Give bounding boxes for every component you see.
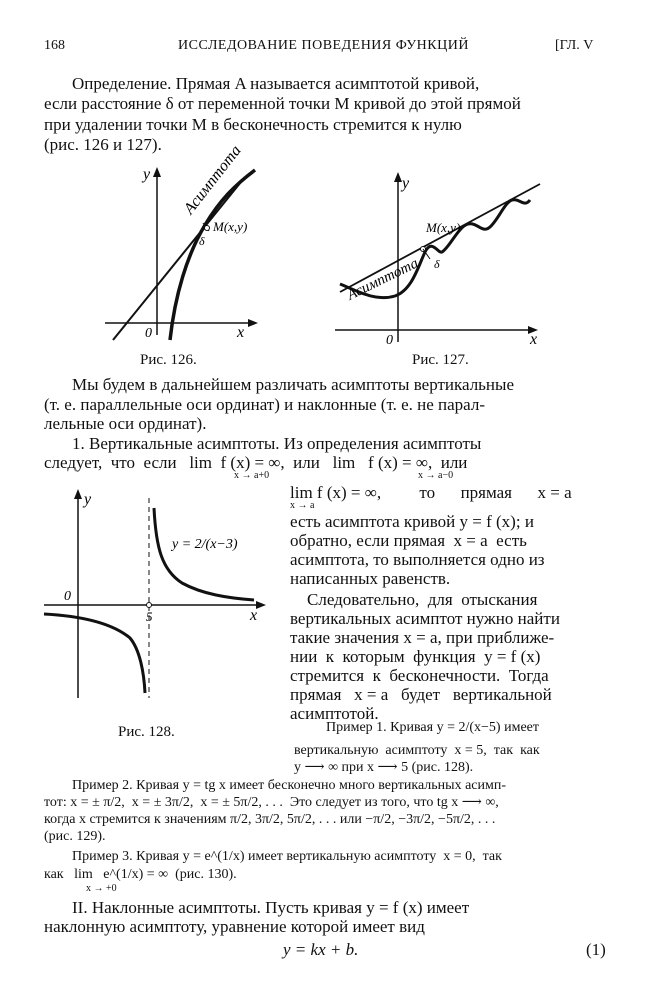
section1-line-10: такие значения x = a, при приближе- [290, 628, 555, 647]
fig127-point-label: M(x,y) [426, 220, 461, 235]
fig128-y-label: y [84, 491, 92, 508]
fig128-tick: 5 [146, 609, 153, 624]
fig128-formula: y = 2/(x−3) [172, 537, 238, 552]
definition-line-3: при удалении точки M в бесконечность стремится к нулю [44, 115, 462, 134]
fig126-origin: 0 [145, 326, 152, 341]
page-number: 168 [44, 38, 65, 53]
chapter-label: [ГЛ. V [555, 38, 594, 53]
section1-line-12: стремится к бесконечности. Тогда [290, 666, 549, 685]
limit-sub-3: x → a [290, 500, 315, 511]
fig127-x-label: x [530, 331, 538, 348]
fig128-origin: 0 [64, 589, 71, 604]
fig126-asymptote-label: Асимптота [180, 142, 245, 218]
definition-line-2: если расстояние δ от переменной точки M кривой до этой прямой [44, 94, 521, 113]
distinguish-line-3: лельные оси ординат). [44, 414, 207, 433]
example2-line-3: когда x стремится к значениям π/2, 3π/2, 5π/2, . . . или −π/2, −3π/2, −5π/2, . . . [44, 812, 496, 827]
equation-number: (1) [586, 940, 606, 959]
section1-line-13: прямая x = a будет вертикальной [290, 685, 552, 704]
fig127-y-label: y [402, 175, 410, 192]
section1-line-8: Следовательно, для отыскания [290, 590, 538, 609]
fig126-point-label: M(x,y) [213, 219, 248, 234]
fig128-caption: Рис. 128. [118, 724, 175, 740]
example1-line-2: вертикальную асимптоту x = 5, так как [294, 743, 540, 758]
fig127-caption: Рис. 127. [412, 352, 469, 368]
section1-line-7: написанных равенств. [290, 569, 451, 588]
fig126-y-label: y [143, 166, 151, 183]
example2-line-2: тот: x = ± π/2, x = ± 3π/2, x = ± 5π/2, . . . Это следует из того, что tg x ⟶ ∞, [44, 795, 499, 810]
distinguish-line-1: Мы будем в дальнейшем различать асимптоты вертикальные [72, 375, 514, 394]
figure-128 [42, 488, 272, 703]
fig127-origin: 0 [386, 333, 393, 348]
section1-line-1: 1. Вертикальные асимптоты. Из определения асимптоты [72, 434, 482, 453]
section1-line-11: нии к которым функция y = f (x) [290, 647, 541, 666]
figure-126 [95, 142, 275, 345]
running-title: ИССЛЕДОВАНИЕ ПОВЕДЕНИЯ ФУНКЦИЙ [178, 38, 469, 53]
distinguish-line-2: (т. е. параллельные оси ординат) и наклонные (т. е. не парал- [44, 395, 486, 414]
equation-1: y = kx + b. [283, 940, 359, 959]
example2-line-1: Пример 2. Кривая y = tg x имеет бесконечно много вертикальных асимп- [72, 778, 507, 793]
example1-line-3: y ⟶ ∞ при x ⟶ 5 (рис. 128). [294, 760, 474, 775]
fig128-x-label: x [250, 607, 258, 624]
section1-line-9: вертикальных асимптот нужно найти [290, 609, 560, 628]
limit-sub-2: x → a−0 [418, 470, 454, 481]
section1-line-3: lim f (x) = ∞, то прямая x = a [290, 483, 572, 502]
figure-127 [330, 172, 545, 347]
example1-line-1: Пример 1. Кривая y = 2/(x−5) имеет [326, 720, 539, 735]
section1-line-5: обратно, если прямая x = a есть [290, 531, 527, 550]
example3-line-2: как lim e^(1/x) = ∞ (рис. 130). [44, 867, 237, 882]
example3-line-1: Пример 3. Кривая y = e^(1/x) имеет вертикальную асимптоту x = 0, так [72, 849, 502, 864]
section1-line-2: следует, что если lim f (x) = ∞, или lim f (x) = ∞, или [44, 453, 468, 472]
fig126-delta: δ [199, 234, 205, 248]
section1-line-4: есть асимптота кривой y = f (x); и [290, 512, 534, 531]
fig126-caption: Рис. 126. [140, 352, 197, 368]
section1-line-14: асимптотой. [290, 704, 379, 723]
example3-limit-sub: x → +0 [86, 883, 117, 894]
example2-line-4: (рис. 129). [44, 829, 106, 844]
fig126-x-label: x [237, 324, 245, 341]
section2-line-1: II. Наклонные асимптоты. Пусть кривая y = f (x) имеет [72, 898, 470, 917]
definition-line-4: (рис. 126 и 127). [44, 135, 162, 154]
section1-line-6: асимптота, то выполняется одно из [290, 550, 545, 569]
definition-line-1: Определение. Прямая A называется асимптотой кривой, [72, 74, 480, 93]
fig127-delta: δ [434, 257, 440, 271]
fig127-asymptote-label: Асимптота [344, 255, 421, 304]
limit-sub-1: x → a+0 [234, 470, 270, 481]
section2-line-2: наклонную асимптоту, уравнение которой имеет вид [44, 917, 425, 936]
